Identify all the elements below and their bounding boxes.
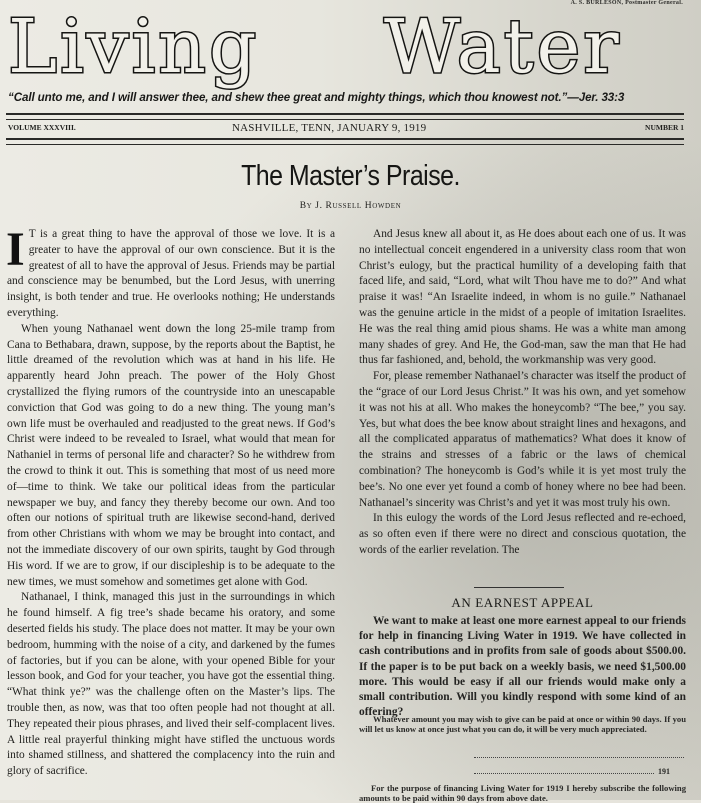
- masthead-word-living: Living: [8, 4, 260, 90]
- form-blank-line: [474, 757, 684, 758]
- header-rule-top: [6, 113, 684, 120]
- form-year: 191: [658, 767, 670, 776]
- drop-cap: I: [6, 223, 25, 276]
- article-paragraph: When young Nathanael went down the long 25-mile tramp from Cana to Bethabara, drawn, suppose, by the reports about the Baptist, he little dreamed of the revolution which was at hand in his life. He apparently heard John preach. The power of the Holy Ghost crystallized the flying rumors of the countryside into an unescapable conviction that God was going to do a new thing. The young man’s own life must be overhauled and readjusted to the great news. If God’s Christ were indeed to be revealed to Israel, what would that mean for Nathaniel in terms of personal life and character? So he withdrew from the crowd to think it out. This is something that most of us need more of—time to think. We take our political ideas from the particular newspaper we buy, and fancy they thereby become our own. And too often our notions of spiritual truth are likewise second-hand, derived from other Christians with whom we may be brought into contact, and not the immediate discovery of our own spirits, taught by God through His word. If we are to grow, if our discipleship is to be adequate to the new times, we must somehow and sometimes get alone with God.: [7, 322, 335, 588]
- form-date-line: [474, 773, 654, 774]
- appeal-heading: AN EARNEST APPEAL: [451, 595, 594, 610]
- pledge-form: [359, 783, 686, 803]
- appeal-body: [359, 614, 686, 720]
- appeal-note-text: Whatever amount you may wish to give can be paid at once or within 90 days. If you will let us know at once just what you can do, it will be very much appreciated.: [359, 714, 686, 735]
- article-column-left: [6, 223, 335, 780]
- postal-notice: A. S. BURLESON, Postmaster General.: [570, 0, 683, 6]
- article-column-right: [359, 227, 686, 559]
- appeal-note: [359, 714, 686, 734]
- pledge-text: For the purpose of financing Living Water for 1919 I hereby subscribe the following amounts to be paid within 90 days from above date.: [359, 783, 686, 803]
- masthead: [6, 4, 696, 90]
- scripture-motto: “Call unto me, and I will answer thee, and shew thee great and mighty things, which thou knowest not.”—Jer. 33:3: [8, 91, 625, 104]
- article-paragraph: For, please remember Nathanael’s character was itself the product of the “grace of our Lord Jesus Christ.” It was his own, and yet somehow it was not his at all. Who makes the honeycomb? “The bee,” you say. Yes, but what does the bee know about straight lines and hexagons, and all the complicated apparatus of mathematics? What does it know of the strains and stresses of a fabric or the laws of chemical combination? The honeycomb is God’s while it is yet most truly the bee’s. No one ever yet found a comb of honey where no bee had been. Nathanael’s sincerity was Christ’s and yet it was most truly his own.: [359, 370, 686, 509]
- article-paragraph: Nathanael, I think, managed this just in the surroundings in which he found himself. A fig tree’s shade became his oratory, and some deserted fields his study. The place does not matter. It may be your own bedroom, humming with the noise of a city, and darkened by the fumes of factories, but if you can be alone, with your opened Bible for your lesson book, and God for your teacher, you have got the essential thing. “What think ye?” was the challenge often on the Master’s lips. The trouble then, as now, was that too often people had not thought at all. They repeated their pious phrases, and lived their self-complacent lives. A little real prayerful thinking might have stifled the unctuous words into shamed stillness, and shattered the complacency into the ruin and glory of sacrifice.: [7, 591, 335, 778]
- section-divider: [474, 587, 564, 588]
- article-byline: By J. Russell Howden: [299, 201, 402, 211]
- volume-label: VOLUME XXXVIII.: [8, 123, 76, 132]
- appeal-paragraph: We want to make at least one more earnest appeal to our friends for help in financing Living Water in 1919. We have collected in cash contributions and in profits from sale of goods about $500.00. If the paper is to be put back on a weekly basis, we need $1,500.00 more. This would be easy if all our friends would make only a small contribution. Will you kindly respond with some kind of an offering?: [359, 615, 686, 719]
- article-title: The Master’s Praise.: [241, 160, 460, 192]
- issue-number: NUMBER 1: [645, 123, 684, 132]
- masthead-word-water: Water: [384, 4, 622, 90]
- place-date: NASHVILLE, TENN, JANUARY 9, 1919: [232, 122, 427, 134]
- article-paragraph: I T is a great thing to have the approval of those we love. It is a greater to have the approval of our own conscience. But it is the greatest of all to have the approval of Jesus. Friends may be partial and conscience may be benumbed, but the Lord Jesus, with unerring insight, is both tender and true. He overlooks nothing; He understands everything.: [6, 223, 335, 319]
- article-paragraph: In this eulogy the words of the Lord Jesus reflected and re-echoed, as so often even if there were no direct and conscious quotation, the words of the earlier revelation. The: [359, 512, 686, 556]
- header-rule-bottom: [6, 138, 684, 145]
- dateline-bar: [6, 122, 684, 136]
- article-paragraph: And Jesus knew all about it, as He does about each one of us. It was no intellectual conceit engendered in a university class room that won Christ’s eulogy, but the practical humility of a developing faith that faced life, and said, “Lord, what wilt Thou have me to do?” And what praise it was! “An Israelite indeed, in whom is no guile.” Nathanael was the genuine article in the midst of a people of imitation Israelites. He was the real thing amid pious shams. He was a white man among many shades of grey. And He, the God-man, saw the man that He had thus far fashioned, and, behold, the workmanship was very good.: [359, 228, 686, 367]
